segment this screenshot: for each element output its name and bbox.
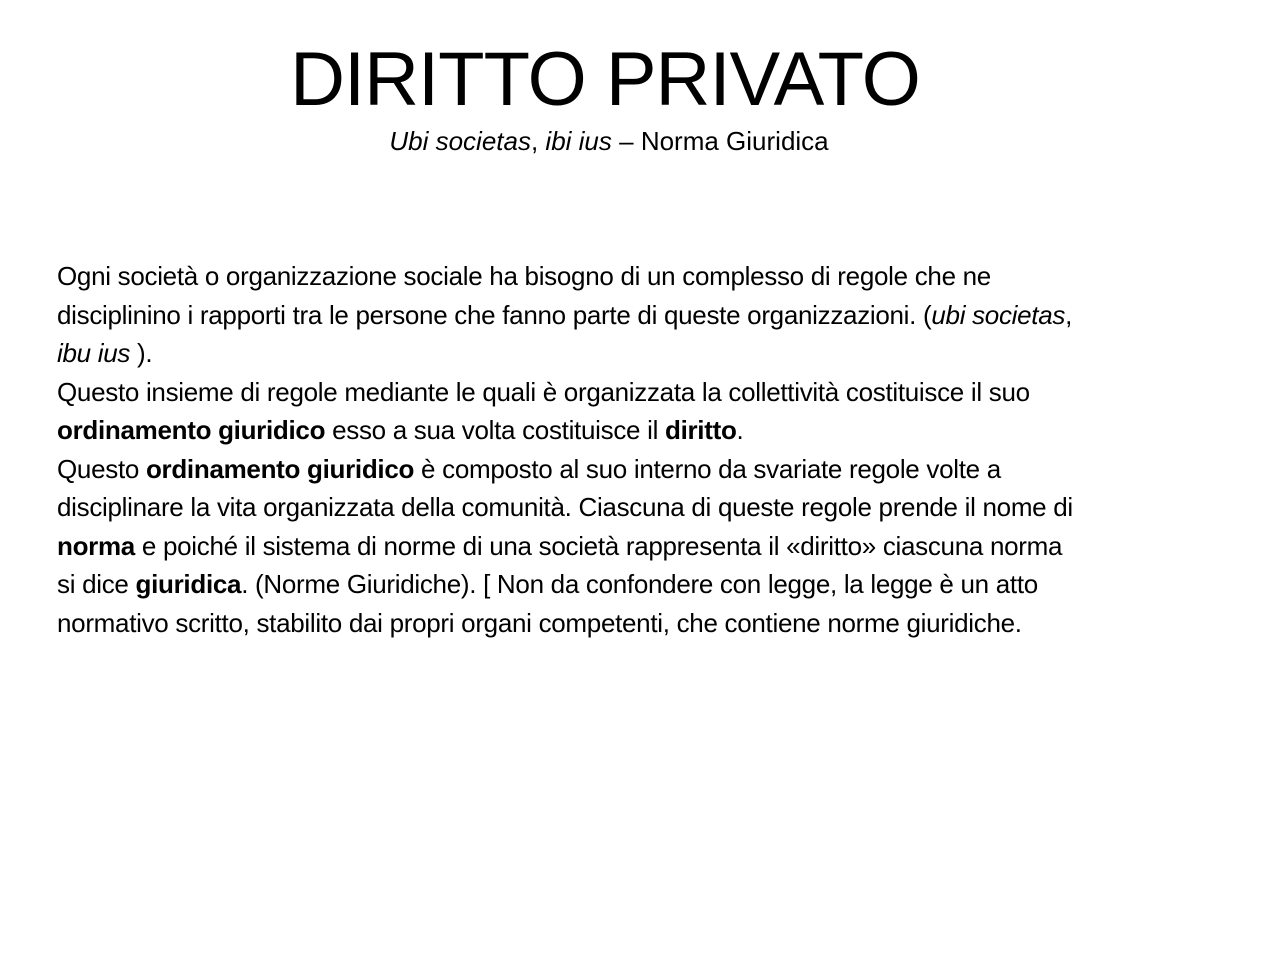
body-line-10 <box>57 604 1242 643</box>
body-bold-segment: ordinamento giuridico <box>57 415 326 445</box>
slide-body <box>57 257 1242 642</box>
body-text-segment: . <box>736 415 744 445</box>
body-text-segment: si dice <box>57 569 136 599</box>
body-text-segment: , <box>1065 299 1073 330</box>
subtitle-separator: , <box>530 126 546 156</box>
body-text-segment: disciplinare la vita organizzata della comunità. Ciascuna di queste regole prende il nome di <box>57 492 1073 522</box>
body-line-3 <box>57 334 1242 373</box>
body-line-1 <box>57 257 1242 296</box>
body-text-segment: Ogni società o organizzazione sociale ha bisogno di un complesso di regole che ne <box>57 261 991 291</box>
body-text-segment: e poiché il sistema di norme di una società rappresenta il «diritto» ciascuna norma <box>134 530 1063 561</box>
body-line-4 <box>57 373 1242 412</box>
body-bold-segment: diritto <box>664 415 737 445</box>
subtitle-latin-2: ibi ius <box>545 126 612 156</box>
body-line-5 <box>57 411 1242 450</box>
body-bold-segment: ordinamento giuridico <box>145 453 415 484</box>
body-text-segment: esso a sua volta costituisce il <box>325 415 665 445</box>
body-line-2 <box>57 296 1242 335</box>
body-line-6 <box>57 450 1242 489</box>
body-text-segment: Questo <box>57 453 146 484</box>
body-text-segment: normativo scritto, stabilito dai propri organi competenti, che contiene norme giuridiche. <box>57 607 1022 638</box>
body-text-segment: è composto al suo interno da svariate regole volte a <box>414 453 1001 484</box>
body-italic-segment: ibu ius <box>57 338 131 368</box>
body-text-segment: ). <box>130 338 153 368</box>
subtitle-topic: – Norma Giuridica <box>611 126 829 156</box>
body-bold-segment: giuridica <box>135 569 242 599</box>
body-bold-segment: norma <box>57 530 135 561</box>
body-italic-segment: ubi societas <box>931 299 1066 330</box>
subtitle-latin-1: Ubi societas <box>389 126 531 156</box>
slide-subtitle <box>0 124 1218 158</box>
body-text-segment: . (Norme Giuridiche). [ Non da confondere con legge, la legge è un atto <box>241 569 1038 599</box>
body-text-segment: disciplinino i rapporti tra le persone che fanno parte di queste organizzazioni. ( <box>57 299 932 330</box>
slide-title: DIRITTO PRIVATO <box>290 37 920 122</box>
body-line-7 <box>57 488 1242 527</box>
body-line-9 <box>57 565 1242 604</box>
body-line-8 <box>57 527 1242 566</box>
body-text-segment: Questo insieme di regole mediante le quali è organizzata la collettività costituisce il suo <box>57 376 1030 407</box>
